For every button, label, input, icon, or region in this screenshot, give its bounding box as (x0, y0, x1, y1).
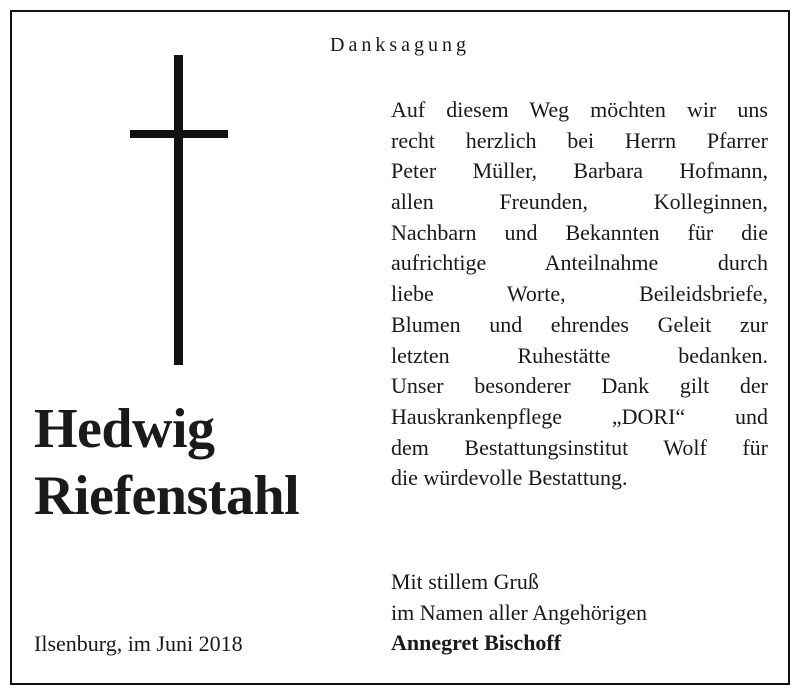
cross-horizontal-beam (130, 130, 228, 138)
text-line: aufrichtige Anteilnahme durch (391, 250, 768, 276)
text-line: die würdevolle Bestattung. (391, 465, 628, 491)
text-line: allen Freunden, Kolleginnen, (391, 189, 768, 215)
signature: Annegret Bischoff (391, 630, 562, 656)
place-date: Ilsenburg, im Juni 2018 (34, 631, 243, 656)
notice-heading: Danksagung (330, 34, 470, 56)
closing-on-behalf: im Namen aller Angehörigen (391, 599, 647, 625)
deceased-name (34, 396, 299, 530)
thank-you-text (391, 95, 768, 494)
text-line: Blumen und ehrendes Geleit zur (391, 311, 768, 337)
text-line: Auf diesem Weg möchten wir uns (391, 97, 768, 122)
deceased-last-name: Riefenstahl (34, 465, 300, 527)
text-line: dem Bestattungsinstitut Wolf für (391, 434, 768, 460)
notice-frame (10, 10, 790, 685)
text-line: liebe Worte, Beileidsbriefe, (391, 281, 768, 307)
text-line: Unser besonderer Dank gilt der (391, 373, 768, 399)
text-line: Nachbarn und Bekannten für die (391, 219, 768, 245)
deceased-first-name: Hedwig (34, 398, 215, 460)
closing-greeting: Mit stillem Gruß (391, 569, 539, 594)
cross-vertical-beam (174, 55, 183, 365)
cross-icon (130, 55, 228, 365)
closing-block (391, 567, 647, 659)
text-line: recht herzlich bei Herrn Pfarrer (391, 127, 768, 153)
text-line: Hauskrankenpflege „DORI“ und (391, 403, 768, 429)
text-line: letzten Ruhestätte bedanken. (391, 342, 768, 368)
text-line: Peter Müller, Barbara Hofmann, (391, 158, 768, 184)
